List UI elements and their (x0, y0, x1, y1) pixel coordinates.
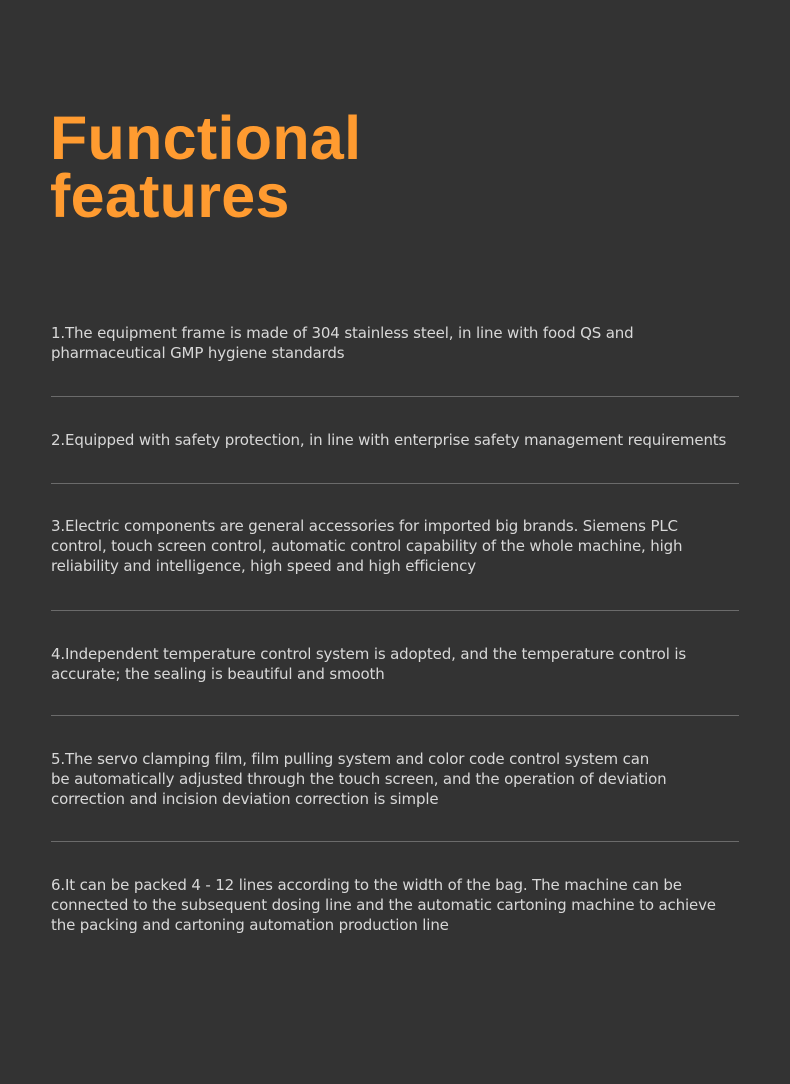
page-title-line-2: features (50, 162, 290, 230)
feature-item-5: 5.The servo clamping film, film pulling system and color code control system can be automatically adjusted through the touch screen, and the operation of deviation correction and incision deviation correction is simple (51, 750, 667, 808)
feature-item-1: 1.The equipment frame is made of 304 stainless steel, in line with food QS and pharmaceutical GMP hygiene standards (51, 324, 634, 362)
page-title (50, 104, 362, 230)
feature-item-6: 6.It can be packed 4 - 12 lines according to the width of the bag. The machine can be connected to the subsequent dosing line and the automatic cartoning machine to achieve the packing and cartoning automation production line (51, 876, 716, 934)
feature-item-3: 3.Electric components are general accessories for imported big brands. Siemens PLC control, touch screen control, automatic control capability of the whole machine, high reliability and intelligence, high speed and high efficiency (51, 517, 683, 575)
page-title-line-1: Functional (50, 104, 362, 172)
feature-item-2: 2.Equipped with safety protection, in line with enterprise safety management requirements (51, 431, 727, 449)
divider (51, 483, 739, 484)
divider (51, 715, 739, 716)
divider (51, 841, 739, 842)
feature-item-4: 4.Independent temperature control system is adopted, and the temperature control is accurate; the sealing is beautiful and smooth (51, 645, 687, 683)
divider (51, 396, 739, 397)
divider (51, 610, 739, 611)
